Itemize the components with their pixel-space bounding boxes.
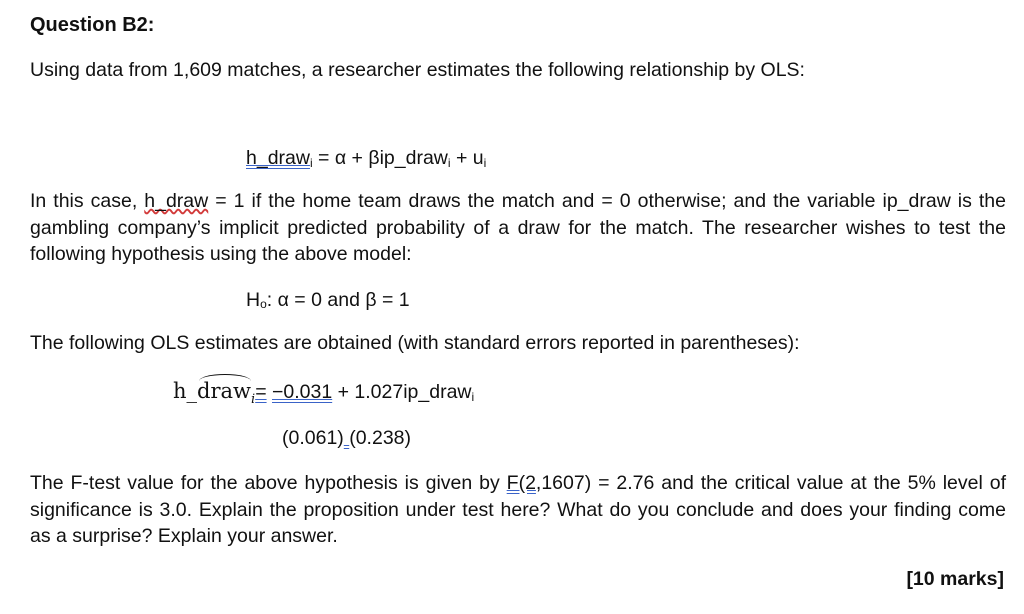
model-equation [246,145,486,176]
estimate-lhs-prefix: h_ [173,379,198,403]
estimate-slope: + 1.027ip_draw [332,381,472,403]
marks-label: [10 marks] [906,568,1004,590]
intro-text: Using data from 1,609 matches, a researcher estimates the following relationship by OLS: [30,59,805,81]
question-heading: Question B2: [30,14,155,36]
model-error-sub: i [483,156,487,170]
estimate-lhs-sub: i [251,392,256,407]
ols-intro-text: The following OLS estimates are obtained (with standard errors reported in parentheses): [30,332,800,354]
model-rhs: = α + βip_draw [312,147,448,169]
standard-errors [282,425,411,451]
spellcheck-variable: h_draw [144,190,209,212]
se-intercept: (0.061) [282,427,344,449]
estimate-slope-sub: i [471,390,475,404]
hypothesis: Ho: α = 0 and β = 1 [246,289,410,311]
model-lhs: h_draw$_i$ [246,147,313,170]
model-rhs-sub: i [447,156,451,170]
definition-paragraph: In this case, h_draw = 1 if the home team draws the match and = 0 otherwise; and the variable ip_draw is the gambling company’s implicit predicted probability of a draw for the match. The researcher wishes to test the following hypothesis using the above model: [30,190,1007,265]
estimate-lhs-hat: draw [197,379,252,403]
f-statistic-label: F(2 [506,472,536,494]
estimate-intercept: −0.031 [272,381,333,403]
estimated-equation [173,378,474,413]
ftest-paragraph: The F-test value for the above hypothesis is given by F(2,1607) = 2.76 and the critical value at the 5% level of significance is 3.0. Explain the proposition under test here? What do you conclude and does your finding come as a surprise? Explain your answer. [30,472,1006,547]
estimate-equals: = [255,381,267,403]
se-slope: (0.238) [349,427,412,449]
model-error: + u [450,147,484,169]
